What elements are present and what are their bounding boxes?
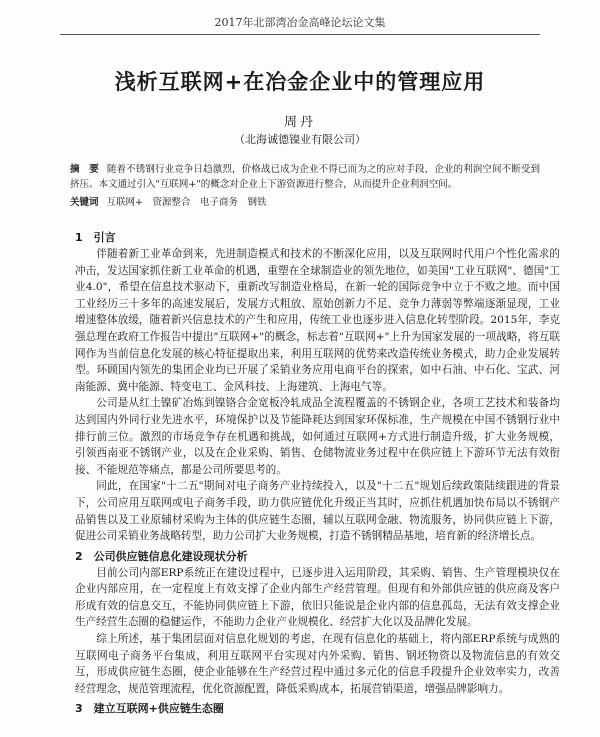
section-heading: 2 公司供应链信息化建设现状分析 [75, 549, 248, 563]
section-heading: 1 引言 [75, 231, 116, 244]
author: 周丹 [283, 115, 316, 130]
abstract [70, 162, 540, 192]
keywords [70, 195, 540, 210]
abstract-text: 随着不锈钢行业竞争日趋激烈，价格战已成为企业不得已而为之的应对手段，企业的利润空间不断受到挤压。本文通过引入"互联网+"的概念对企业上下游资源进行整合，从而提升企业利润空间。 [70, 164, 540, 190]
header-rule [60, 34, 540, 35]
paragraph: 伴随着新工业革命到来，先进制造模式和技术的不断深化应用，以及互联网时代用户个性化需求的冲击，发达国家抓住新工业革命的机遇，重塑在全球制造业的领先地位，如美国"工业互联网"、德国"工业4.0"，希望在信息技术驱动下，重新改写制造业格局，在新一轮的国际竞争中立于不败之地。而中国工业经历三十多年的高速发展后，发展方式粗放、原始创新力不足、竞争力薄弱等弊端逐渐显现，工业增速整体放缓，随着新兴信息技术的产生和应用，传统工业也逐步进入信息化转型阶段。2015年，李克强总理在政府工作报告中提出"互联网+"的概念，标志着"互联网+"上升为国家发展的一项战略，将互联网作为当前信息化发展的核心特征提取出来，利用互联网的优势来改造传统业务模式，助力企业发展转型。环顾国内领先的集团企业均已开展了采销业务应用电商平台的探索，如中石油、中石化、宝武、河南能源、冀中能源、特变电工、金风科技、上海建筑、上海电气等。 [75, 248, 560, 393]
affiliation: （北海诚德镍业有限公司） [234, 133, 366, 146]
abstract-label: 摘 要 [70, 164, 99, 175]
paragraph: 综上所述，基于集团层面对信息化规划的考虑，在现有信息化的基础上，将内部ERP系统与成熟的互联网电子商务平台集成，利用互联网平台实现对内外采购、销售、钢坯物资以及物流信息的有效交互，形成供应链生态圈，使企业能够在生产经营过程中通过多元化的信息手段提升企业效率实力，改善经营理念，规范管理流程，优化资源配置，降低采购成本，拓展营销渠道，增强品牌影响力。 [75, 633, 560, 695]
paper-title: 浅析互联网+在冶金企业中的管理应用 [114, 70, 486, 94]
section-heading: 3 建立互联网+供应链生态圈 [75, 702, 224, 716]
keywords-label: 关键词 [70, 197, 99, 208]
keywords-text: 互联网+ 资源整合 电子商务 钢铁 [106, 197, 267, 208]
running-header: 2017年北部湾冶金高峰论坛论文集 [214, 16, 386, 29]
body-text [75, 226, 560, 717]
paragraph: 公司是从红土镍矿冶炼到镍铬合金宽板冷轧成品全流程覆盖的不锈钢企业，各项工艺技术和装备均达到国内外同行业先进水平，环境保护以及节能降耗达到国家环保标准，生产规模在中国不锈钢行业中排行前三位。激烈的市场竞争存在机遇和挑战，如何通过互联网+方式进行制造升级，扩大业务规模，引领西南亚不锈钢产业，以及在企业采购、销售、仓储物流业务过程中在供应链上下游环节无法有效衔接、不能规范等痛点，都是公司所要思考的。 [75, 397, 560, 476]
paragraph: 目前公司内部ERP系统正在建设过程中，已逐步进入运用阶段，其采购、销售、生产管理模块仅在企业内部应用，在一定程度上有效支撑了企业内部生产经营管理。但现有和外部供应链的供应商及客户形成有效的信息交互，不能协同供应链上下游，依旧只能说是企业内部的信息孤岛，无法有效支撑企业生产经营生态圈的稳健运作，不能助力企业产业规模化、经营扩大化以及品牌化发展。 [75, 566, 560, 629]
paragraph: 同此，在国家"十二五"期间对电子商务产业持续投入，以及"十二五"规划后续政策陆续跟进的背景下，公司应用互联网或电子商务手段，助力供应链优化升级正当其时，应抓住机遇加快布局以不锈钢产品销售以及工业原辅材采购为主体的供应链生态圈，辅以互联网金融、物流服务，协同供应链上下游，促进公司采销业务战略转型，助力公司扩大业务规模，打造不锈钢精品基地，培育新的经济增长点。 [75, 480, 560, 543]
